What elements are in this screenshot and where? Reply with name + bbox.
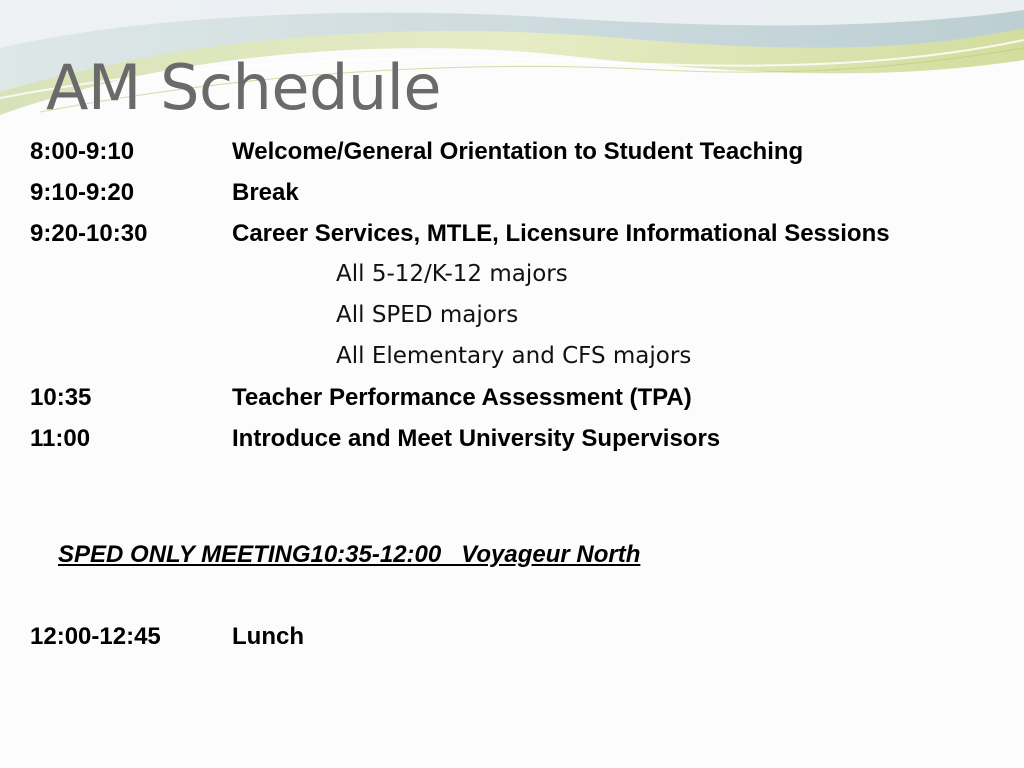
sped-meeting-note: SPED ONLY MEETING10:35-12:00 Voyageur North (58, 541, 641, 568)
lunch-event: Lunch (232, 623, 304, 650)
session-row (0, 336, 1024, 377)
schedule-time: 10:35 (30, 384, 92, 411)
schedule-row (0, 172, 1024, 213)
schedule-event: Career Services, MTLE, Licensure Informational Sessions (232, 220, 890, 247)
session-row (0, 254, 1024, 295)
session-row (0, 295, 1024, 336)
schedule-time: 9:20-10:30 (30, 220, 148, 247)
schedule-row (0, 418, 1024, 459)
lunch-time: 12:00-12:45 (30, 623, 161, 650)
slide-title: AM Schedule (46, 51, 442, 124)
schedule-time: 8:00-9:10 (30, 138, 135, 165)
session-group: All 5-12/K-12 majors (336, 261, 568, 287)
schedule-event: Introduce and Meet University Supervisors (232, 425, 721, 452)
session-group: All Elementary and CFS majors (336, 343, 692, 369)
session-group: All SPED majors (336, 302, 519, 328)
schedule-row (0, 213, 1024, 254)
lunch-row (0, 616, 1024, 657)
schedule-time: 9:10-9:20 (30, 179, 135, 206)
schedule-row (0, 131, 1024, 172)
schedule-row (0, 377, 1024, 418)
schedule-time: 11:00 (30, 425, 91, 452)
schedule-event: Welcome/General Orientation to Student Teaching (232, 138, 804, 165)
schedule-event: Break (232, 179, 299, 206)
schedule-event: Teacher Performance Assessment (TPA) (232, 384, 692, 411)
